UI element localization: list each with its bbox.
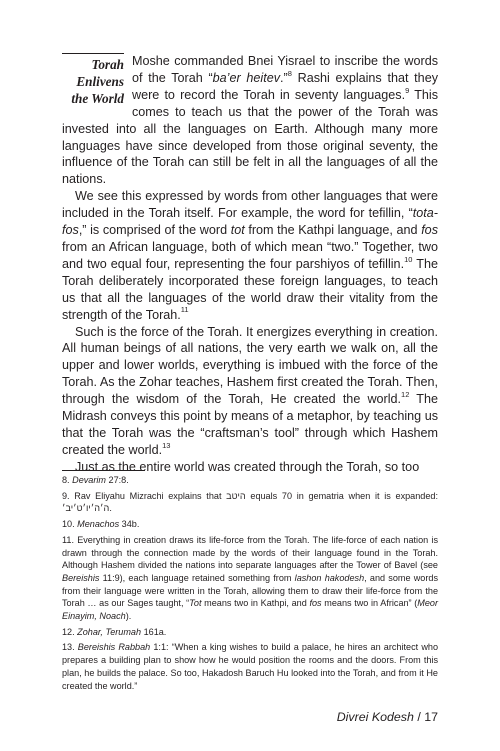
footnote-divider bbox=[62, 470, 145, 471]
text-run: 27:8. bbox=[105, 475, 129, 485]
text-run: 9. Rav Eliyahu Mizrachi explains that היטב equals 70 in gematria when it is expanded: ה׳ה׳יו׳ט׳יב׳. bbox=[62, 490, 438, 514]
text-run: ). bbox=[125, 611, 132, 622]
text-run: Such is the force of the Torah. It energizes everything in creation. All human beings of all nations, the very earth we walk on, all the upper and lower worlds, everything is imbued with the force of the Torah. As the Zohar teaches, Hashem first created the Torah. Then, through the wisdom of the Torah, He created the world. bbox=[62, 324, 438, 407]
italic-text: ba’er heitev bbox=[212, 70, 280, 85]
italic-text: Menachos bbox=[77, 519, 120, 530]
book-title: Divrei Kodesh bbox=[336, 710, 414, 724]
text-run: 13. bbox=[62, 642, 78, 653]
footnote-marker: 11 bbox=[180, 305, 189, 315]
text-run: 8. bbox=[62, 475, 73, 485]
text-run: , and some words from their language were written in the Torah, allowing them to draw their life-force from the Torah … as our Sages taught, “ bbox=[62, 572, 438, 609]
text-run: from the Kathpi language, and bbox=[244, 223, 422, 238]
footnote bbox=[62, 474, 438, 487]
italic-text: Bereishis Rabbah bbox=[77, 642, 151, 653]
folio-separator: / bbox=[413, 710, 425, 724]
italic-text: Tot bbox=[189, 598, 202, 609]
text-run: 11. Everything in creation draws its life-force from the Torah. The life-force of each nation is drawn through the connection made by the words of their language found in the Torah. Although Hashem divided the nations into separate languages after the Tower of Bavel (see bbox=[62, 534, 438, 571]
text-run: This comes to teach us that the power of the Torah was invested into all the languages on Earth. Although many more languages have since developed from those original seventy, the influence of the Torah can still be felt in all the languages of all the nations. bbox=[62, 87, 438, 187]
body-paragraph bbox=[62, 324, 438, 459]
footnote-marker: 12 bbox=[401, 389, 410, 399]
text-run: Moshe commanded Bnei Yisrael to inscribe the words of the Torah “ bbox=[132, 54, 438, 85]
footnote bbox=[62, 490, 438, 515]
text-run: The Torah deliberately incorporated these foreign languages, to teach us that all the languages of the world draw their vitality from the strength of the Torah. bbox=[62, 256, 438, 322]
side-heading-box bbox=[62, 53, 124, 107]
side-heading bbox=[62, 57, 124, 107]
main-text-block bbox=[62, 53, 438, 476]
italic-text: Meor Einayim, Noach bbox=[62, 598, 438, 622]
italic-text: Zohar, Terumah bbox=[77, 626, 142, 637]
text-run: 1:1: “When a king wishes to build a palace, he hires an architect who prepares a building plan to show how he would position the rooms and the doors. From this plan, he builds the palace. So too, Hakadosh Baruch Hu looked into the Torah, and from it He created the world.” bbox=[62, 642, 438, 691]
side-heading-line: the World bbox=[71, 90, 124, 106]
text-run: The Midrash conveys this point by means of a metaphor, by teaching us that the Torah was the “craftsman’s tool” through which Hashem created the world. bbox=[62, 392, 438, 457]
footnote bbox=[62, 518, 438, 531]
body-paragraph bbox=[62, 188, 438, 323]
body-text bbox=[62, 53, 438, 476]
text-run: means two in African” ( bbox=[321, 598, 418, 609]
footnote bbox=[62, 641, 438, 692]
side-heading-line: Torah bbox=[91, 57, 124, 72]
text-run: Rashi explains that they were to record the Torah in seventy languages. bbox=[132, 70, 438, 102]
italic-text: totafos bbox=[62, 206, 438, 238]
text-run: ,” is comprised of the word bbox=[78, 223, 231, 238]
italic-text: lashon hakodesh bbox=[294, 572, 365, 583]
footnote bbox=[62, 534, 438, 623]
page-footer bbox=[337, 710, 438, 724]
footnote-marker: 13 bbox=[162, 440, 171, 450]
footnote-marker: 8 bbox=[287, 68, 292, 78]
footnote bbox=[62, 626, 438, 639]
italic-text: fos bbox=[309, 598, 322, 609]
page-number: 17 bbox=[424, 710, 438, 724]
text-run: 12. bbox=[62, 626, 78, 637]
italic-text: Devarim bbox=[72, 475, 106, 485]
italic-text: tot bbox=[230, 223, 245, 238]
italic-text: fos bbox=[421, 223, 438, 238]
text-run: 10. bbox=[62, 519, 78, 530]
text-run: We see this expressed by words from other languages that were included in the Torah itself. For example, the word for tefillin, “ bbox=[62, 189, 438, 221]
footnote-marker: 9 bbox=[405, 85, 410, 95]
text-run: from an African language, both of which mean “two.” Together, two and two equal four, representing the four parshiyos of tefillin. bbox=[62, 239, 438, 271]
text-run: 11:9), each language retained something from bbox=[99, 572, 295, 583]
text-run: means two in Kathpi, and bbox=[201, 598, 310, 609]
text-run: Just as the entire world was created through the Torah, so too bbox=[75, 459, 420, 474]
italic-text: Bereishis bbox=[62, 572, 100, 583]
text-run: 34b. bbox=[119, 519, 140, 530]
text-run: 161a. bbox=[141, 626, 167, 637]
footnotes bbox=[62, 474, 438, 695]
footnote-marker: 10 bbox=[404, 254, 413, 264]
side-heading-line: Enlivens bbox=[76, 73, 124, 89]
text-run: .” bbox=[280, 70, 288, 85]
